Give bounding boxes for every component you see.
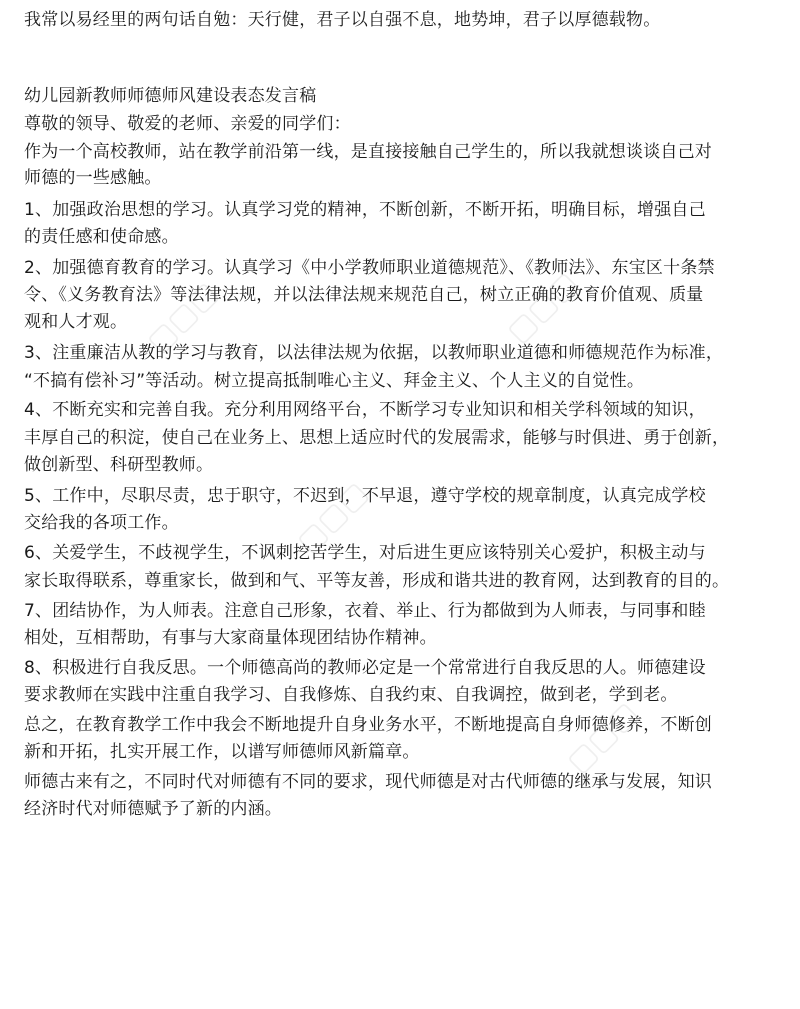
paragraph-line: 师德的一些感触。 — [24, 168, 162, 188]
paragraph-line: 8、积极进行自我反思。一个师德高尚的教师必定是一个常常进行自我反思的人。师德建设 — [24, 658, 706, 678]
paragraph-line: 师德古来有之，不同时代对师德有不同的要求，现代师德是对古代师德的继承与发展，知识 — [24, 772, 712, 792]
paragraph-line: 的责任感和使命感。 — [24, 227, 179, 247]
paragraph-line: 要求教师在实践中注重自我学习、自我修炼、自我约束、自我调控，做到老，学到老。 — [24, 685, 678, 705]
paragraph-line: 7、团结协作，为人师表。注意自己形象，衣着、举止、行为都做到为人师表，与同事和睦 — [24, 601, 706, 621]
paragraph-line: “不搞有偿补习”等活动。树立提高抵制唯心主义、拜金主义、个人主义的自觉性。 — [24, 371, 645, 391]
paragraph-line: 令、《义务教育法》等法律法规，并以法律法规来规范自己，树立正确的教育价值观、质量 — [24, 285, 704, 305]
paragraph-line: 做创新型、科研型教师。 — [24, 455, 214, 475]
paragraph-line: 4、不断充实和完善自我。充分利用网络平台，不断学习专业知识和相关学科领域的知识， — [24, 400, 706, 420]
paragraph-line: 新和开拓，扎实开展工作，以谱写师德师风新篇章。 — [24, 742, 420, 762]
salutation: 尊敬的领导、敬爱的老师、亲爱的同学们： — [24, 114, 351, 134]
paragraph-line: 经济时代对师德赋予了新的内涵。 — [24, 799, 282, 819]
watermark: ▢▢▢ — [500, 265, 585, 350]
intro-line: 我常以易经里的两句话自勉：天行健，君子以自强不息，地势坤，君子以厚德载物。 — [24, 10, 661, 30]
watermark: ▢▢▢ — [290, 475, 375, 560]
paragraph-line: 6、关爱学生，不歧视学生，不讽刺挖苦学生，对后进生更应该特别关心爱护，积极主动与 — [24, 543, 706, 563]
paragraph-line: 作为一个高校教师，站在教学前沿第一线，是直接接触自己学生的，所以我就想谈谈自己对 — [24, 142, 712, 162]
watermark: ▢▢▢ — [140, 275, 225, 360]
paragraph-line: 家长取得联系，尊重家长，做到和气、平等友善，形成和谐共进的教育网，达到教育的目的。 — [24, 571, 730, 591]
paragraph-line: 丰厚自己的积淀，使自己在业务上、思想上适应时代的发展需求，能够与时俱进、勇于创新， — [24, 428, 730, 448]
paragraph-line: 相处，互相帮助，有事与大家商量体现团结协作精神。 — [24, 628, 437, 648]
paragraph-line: 总之，在教育教学工作中我会不断地提升自身业务水平，不断地提高自身师德修养，不断创 — [24, 715, 712, 735]
paragraph-line: 3、注重廉洁从教的学习与教育，以法律法规为依据，以教师职业道德和师德规范作为标准， — [24, 343, 724, 363]
watermark: ▢▢▢ — [560, 695, 645, 780]
paragraph-line: 交给我的各项工作。 — [24, 513, 179, 533]
paragraph-line: 2、加强德育教育的学习。认真学习《中小学教师职业道德规范》、《教师法》、东宝区十条禁 — [24, 258, 715, 278]
paragraph-line: 观和人才观。 — [24, 312, 128, 332]
document-title: 幼儿园新教师师德师风建设表态发言稿 — [24, 86, 317, 106]
paragraph-line: 1、加强政治思想的学习。认真学习党的精神，不断创新，不断开拓，明确目标，增强自己 — [24, 200, 706, 220]
paragraph-line: 5、工作中，尽职尽责，忠于职守，不迟到，不早退，遵守学校的规章制度，认真完成学校 — [24, 486, 706, 506]
